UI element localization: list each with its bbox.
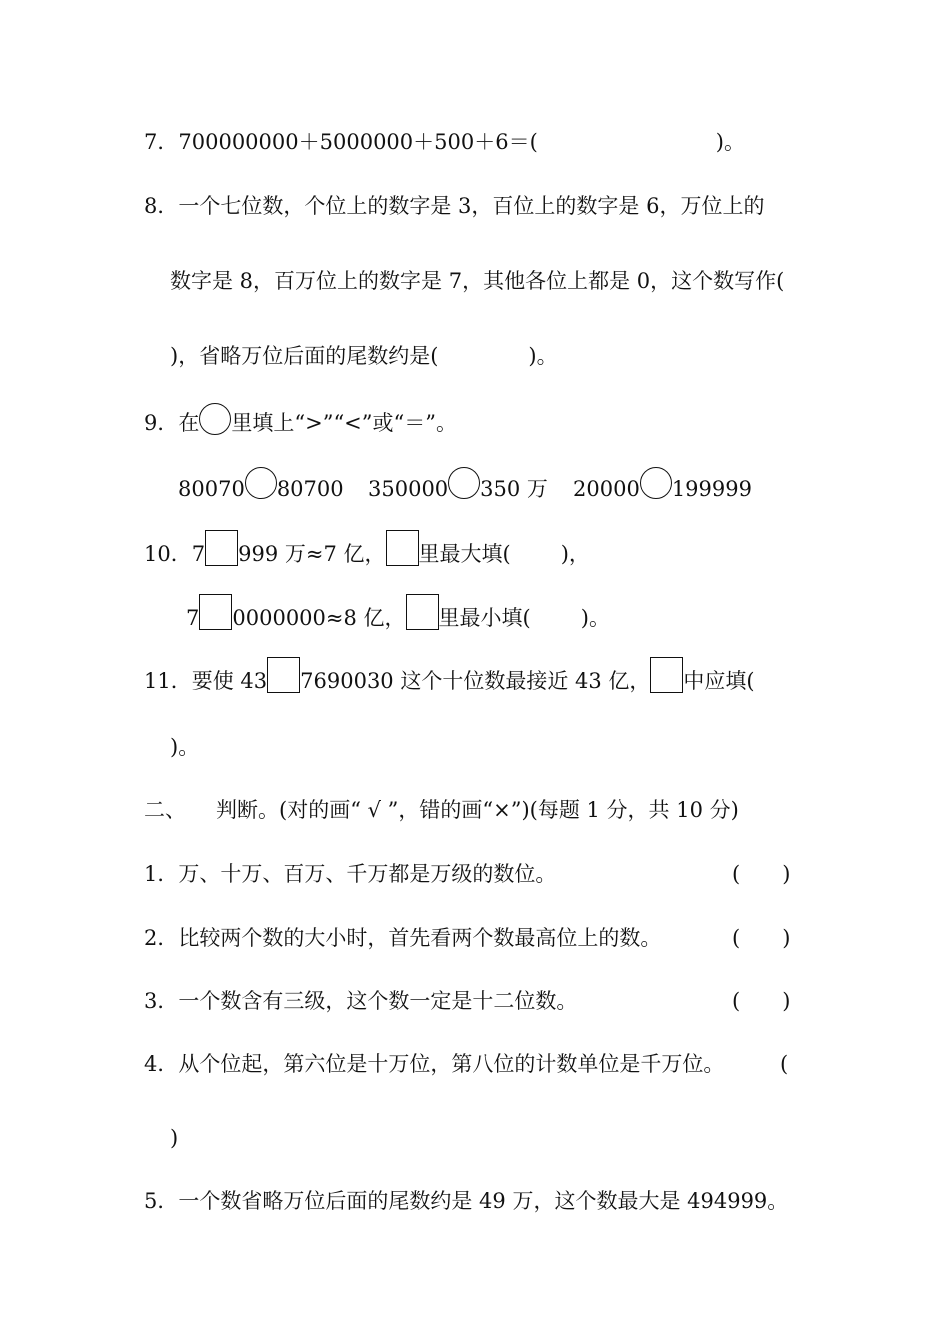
compare-circle[interactable]: [245, 467, 277, 499]
question-text: 一个七位数，个位上的数字是 3，百位上的数字是 6，万位上的: [178, 194, 765, 218]
question-text: 一个数含有三级，这个数一定是十二位数。: [178, 989, 578, 1013]
question-text: 7690030 这个十位数最接近 43 亿，: [300, 669, 651, 693]
judge-answer-1[interactable]: ( ): [732, 862, 791, 886]
judge-item-1: [144, 860, 556, 888]
question-text: 里最大填(: [418, 542, 511, 566]
question-text: 比较两个数的大小时，首先看两个数最高位上的数。: [178, 926, 662, 950]
question-8-line-2: [170, 267, 784, 295]
compare-item-2: [368, 467, 548, 503]
judge-answer-3[interactable]: ( ): [732, 989, 791, 1013]
box-icon: [650, 657, 683, 693]
compare-circle[interactable]: [448, 467, 480, 499]
circle-icon: [199, 403, 231, 435]
question-10-line-2: [186, 594, 610, 632]
judge-item-2: [144, 924, 661, 952]
question-text: )。: [528, 344, 558, 368]
question-text: 一个数省略万位后面的尾数约是 49 万，这个数最大是 494999。: [178, 1189, 789, 1213]
question-text: 要使 43: [191, 669, 268, 693]
question-text: )。: [170, 735, 200, 759]
question-11-line-2: [170, 733, 199, 761]
question-text: 中应填(: [683, 669, 755, 693]
section-label: 二、: [144, 798, 186, 822]
compare-left: 350000: [368, 477, 449, 501]
judge-answer-4-open[interactable]: (: [780, 1052, 789, 1076]
question-7: [144, 128, 745, 156]
compare-right: 80700: [276, 477, 344, 501]
judge-answer-4-close[interactable]: ): [170, 1126, 179, 1150]
question-text: )。: [580, 606, 610, 630]
compare-left: 80070: [178, 477, 245, 501]
compare-right: 199999: [671, 477, 752, 501]
digit-box[interactable]: [267, 657, 300, 693]
question-text: 0000000≈8 亿，: [232, 606, 406, 630]
question-number: 3．: [144, 989, 179, 1013]
section-2-heading: [144, 796, 739, 824]
box-icon: [386, 530, 419, 566]
question-text: )，: [560, 542, 590, 566]
question-10-line-1: [144, 530, 590, 568]
question-number: 4．: [144, 1052, 179, 1076]
digit-box[interactable]: [199, 594, 232, 630]
question-text: 从个位起，第六位是十万位，第八位的计数单位是千万位。: [178, 1052, 725, 1076]
compare-item-1: [178, 467, 344, 503]
question-text: 数字是 8，百万位上的数字是 7，其他各位上都是 0，这个数写作(: [170, 269, 785, 293]
question-number: 10．: [144, 542, 192, 566]
question-number: 8．: [144, 194, 179, 218]
judge-item-4: [144, 1050, 724, 1078]
question-11-line-1: [144, 657, 755, 695]
compare-left: 20000: [573, 477, 640, 501]
question-number: 7．: [144, 130, 179, 154]
box-icon: [406, 594, 439, 630]
section-title: 判断。(对的画“ √ ”，错的画“×”)(每题 1 分，共 10 分): [216, 798, 739, 822]
question-number: 9．: [144, 411, 179, 435]
question-number: 1．: [144, 862, 179, 886]
compare-circle[interactable]: [640, 467, 672, 499]
question-text: 7: [191, 542, 206, 566]
question-number: 11．: [144, 669, 192, 693]
question-text: )，省略万位后面的尾数约是(: [170, 344, 439, 368]
question-text: 在: [178, 411, 200, 435]
question-text: 999 万≈7 亿，: [238, 542, 386, 566]
question-text: 700000000＋5000000＋500＋6＝(: [178, 130, 538, 154]
question-text: 7: [186, 606, 200, 630]
question-8-line-3: [170, 342, 558, 370]
compare-item-3: [573, 467, 752, 503]
judge-item-5: [144, 1187, 788, 1215]
question-9: [144, 403, 457, 437]
judge-answer-2[interactable]: ( ): [732, 926, 791, 950]
question-text: 万、十万、百万、千万都是万级的数位。: [178, 862, 557, 886]
question-text: 里最小填(: [438, 606, 531, 630]
compare-right: 350 万: [480, 477, 548, 501]
digit-box[interactable]: [205, 530, 238, 566]
question-number: 5．: [144, 1189, 179, 1213]
question-8-line-1: [144, 192, 764, 220]
judge-item-3: [144, 987, 577, 1015]
question-text: 里填上“>”“<”或“＝”。: [231, 411, 457, 435]
question-number: 2．: [144, 926, 179, 950]
question-text: )。: [715, 130, 745, 154]
